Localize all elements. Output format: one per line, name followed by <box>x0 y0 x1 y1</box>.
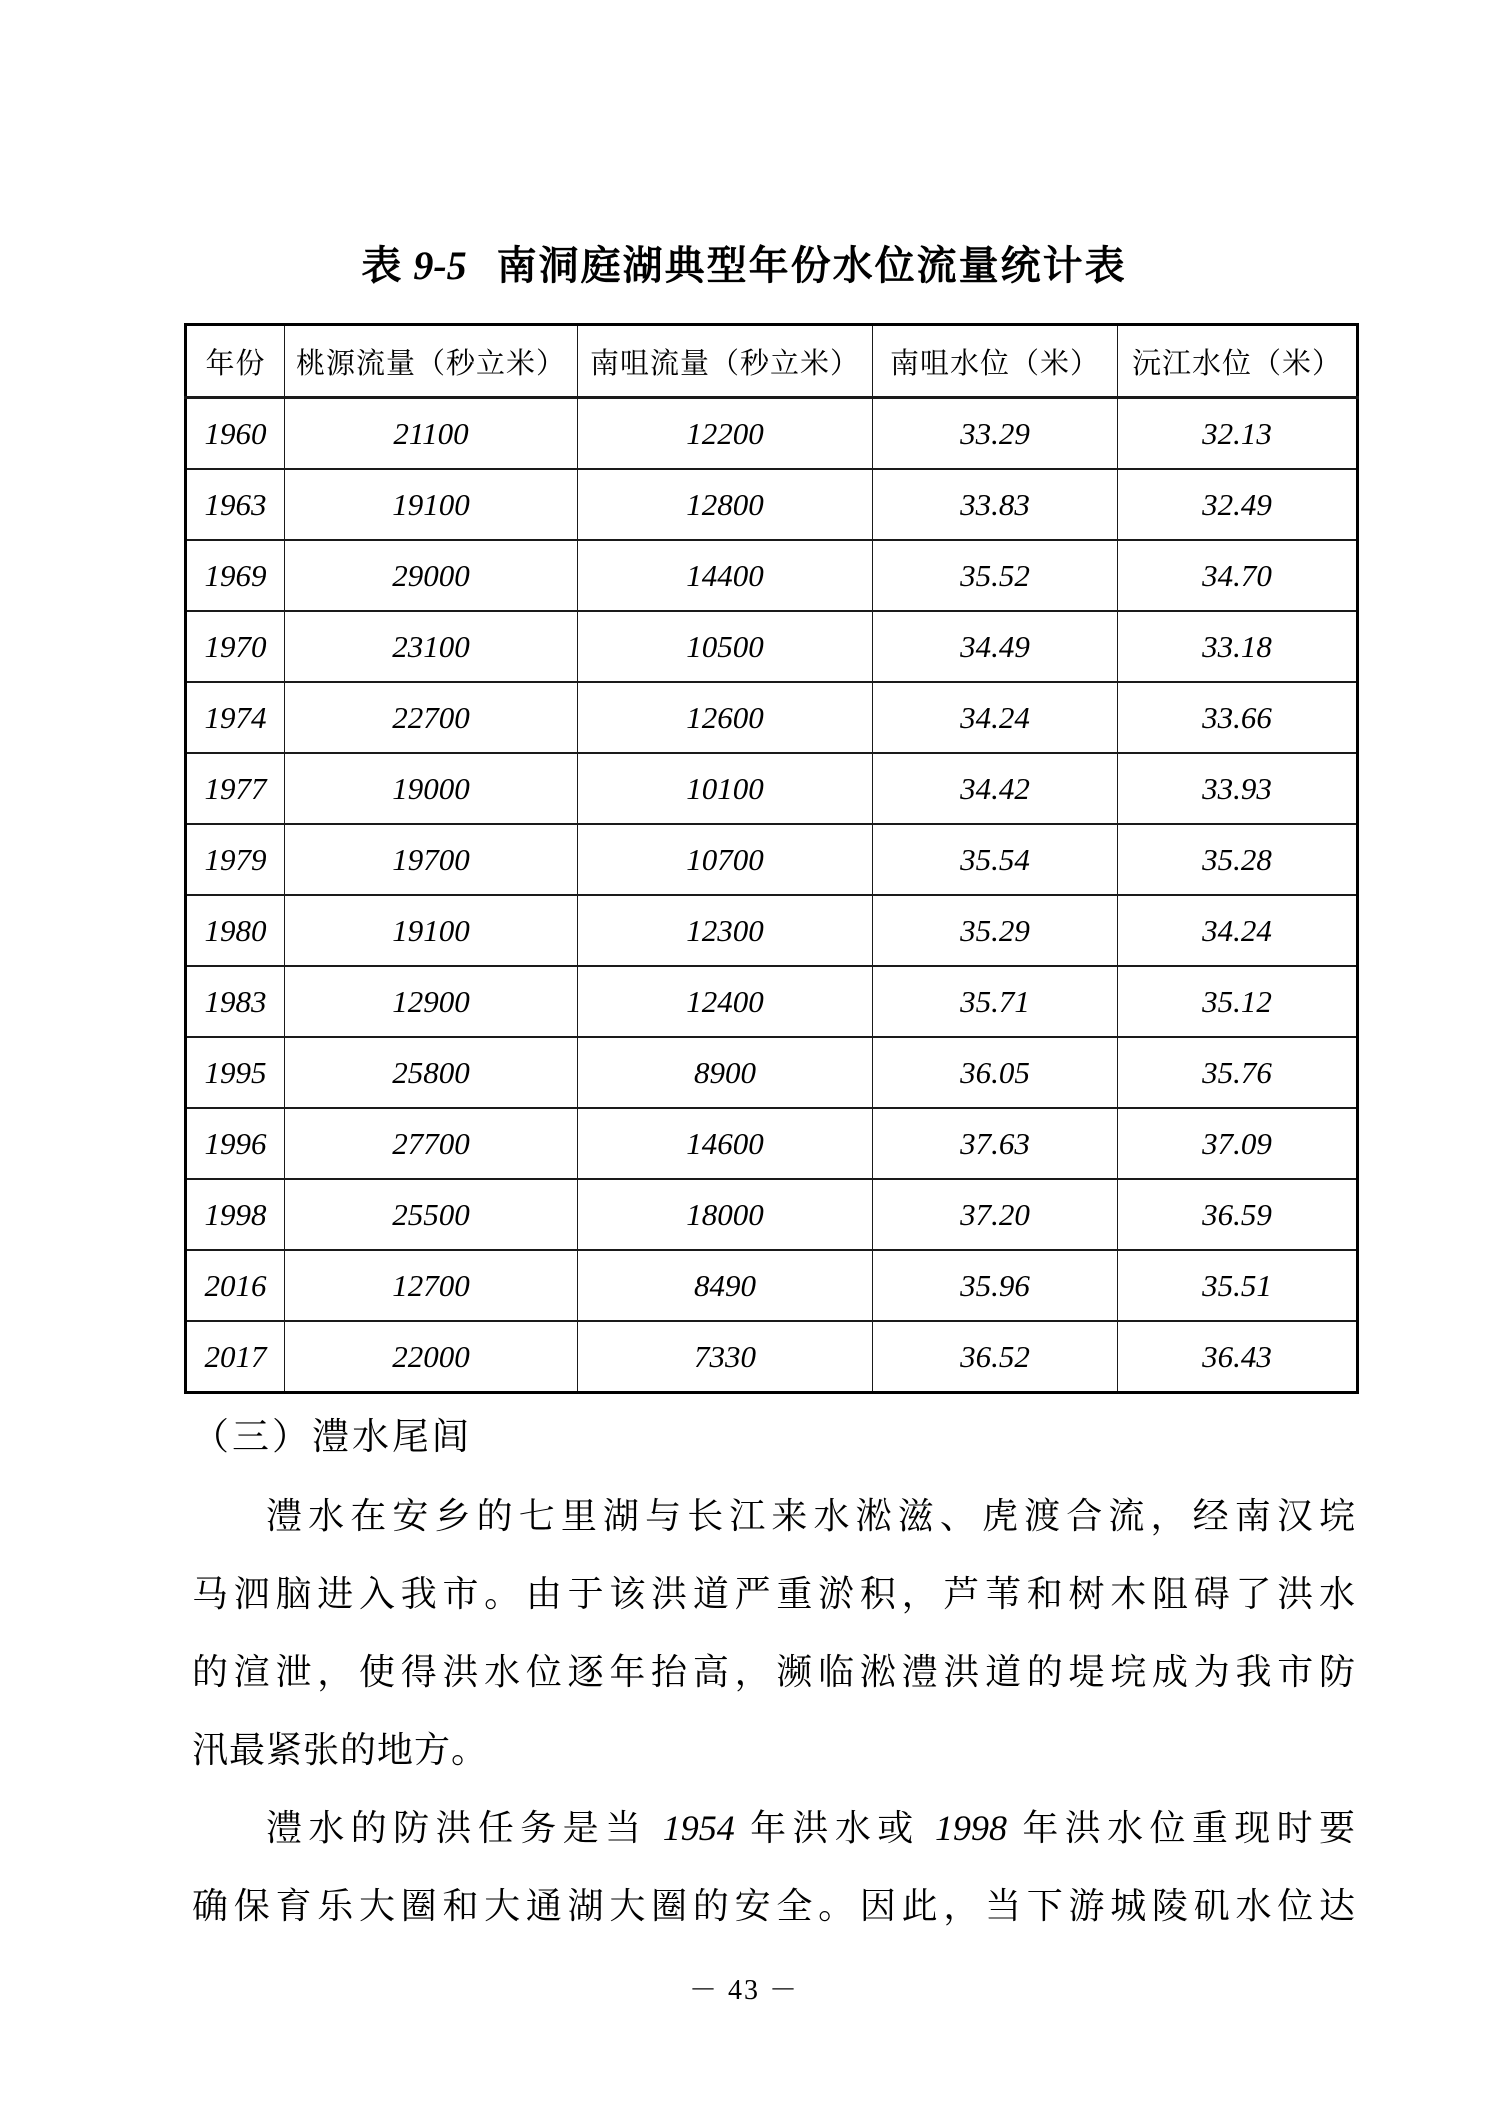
table-cell-nanzui-flow: 10500 <box>578 611 873 682</box>
table-cell-yuanjiang-level: 36.43 <box>1118 1321 1358 1393</box>
table-cell-taoyuan-flow: 12700 <box>285 1250 578 1321</box>
table-cell-nanzui-level: 37.20 <box>873 1179 1118 1250</box>
column-header-year: 年份 <box>186 325 285 398</box>
column-header-nanzui-flow: 南咀流量（秒立米） <box>578 325 873 398</box>
table-cell-taoyuan-flow: 22000 <box>285 1321 578 1393</box>
table-cell-nanzui-flow: 18000 <box>578 1179 873 1250</box>
table-cell-taoyuan-flow: 29000 <box>285 540 578 611</box>
table-cell-yuanjiang-level: 33.66 <box>1118 682 1358 753</box>
table-cell-year: 1970 <box>186 611 285 682</box>
table-cell-nanzui-flow: 12300 <box>578 895 873 966</box>
table-cell-nanzui-flow: 10100 <box>578 753 873 824</box>
table-row <box>186 611 1358 682</box>
table-cell-nanzui-level: 36.52 <box>873 1321 1118 1393</box>
table-cell-yuanjiang-level: 36.59 <box>1118 1179 1358 1250</box>
table-cell-yuanjiang-level: 35.12 <box>1118 966 1358 1037</box>
table-cell-year: 1983 <box>186 966 285 1037</box>
table-cell-taoyuan-flow: 19000 <box>285 753 578 824</box>
table-cell-nanzui-flow: 8900 <box>578 1037 873 1108</box>
table-cell-yuanjiang-level: 33.18 <box>1118 611 1358 682</box>
table-cell-yuanjiang-level: 32.13 <box>1118 398 1358 470</box>
table-cell-year: 1977 <box>186 753 285 824</box>
table-cell-taoyuan-flow: 19100 <box>285 895 578 966</box>
table-row <box>186 1108 1358 1179</box>
table-cell-year: 1969 <box>186 540 285 611</box>
table-row <box>186 1250 1358 1321</box>
table-cell-taoyuan-flow: 19100 <box>285 469 578 540</box>
table-cell-nanzui-flow: 12200 <box>578 398 873 470</box>
table-row <box>186 895 1358 966</box>
p2-year-1998: 1998 <box>934 1808 1007 1848</box>
paragraph1-line3: 的渲泄，使得洪水位逐年抬高，濒临淞澧洪道的堤垸成为我市防 <box>192 1652 1356 1692</box>
paragraph2-line2: 确保育乐大圈和大通湖大圈的安全。因此，当下游城陵矶水位达 <box>192 1886 1356 1926</box>
table-cell-nanzui-flow: 14400 <box>578 540 873 611</box>
table-cell-nanzui-flow: 12800 <box>578 469 873 540</box>
table-cell-taoyuan-flow: 23100 <box>285 611 578 682</box>
table-cell-nanzui-level: 35.96 <box>873 1250 1118 1321</box>
table-cell-taoyuan-flow: 12900 <box>285 966 578 1037</box>
p2-year-1954: 1954 <box>662 1808 735 1848</box>
table-cell-nanzui-level: 35.52 <box>873 540 1118 611</box>
table-cell-year: 1980 <box>186 895 285 966</box>
table-cell-year: 1996 <box>186 1108 285 1179</box>
table-cell-nanzui-level: 34.24 <box>873 682 1118 753</box>
table-cell-nanzui-level: 35.54 <box>873 824 1118 895</box>
table-cell-year: 1960 <box>186 398 285 470</box>
table-cell-yuanjiang-level: 33.93 <box>1118 753 1358 824</box>
table-cell-taoyuan-flow: 22700 <box>285 682 578 753</box>
table-cell-year: 2016 <box>186 1250 285 1321</box>
table-cell-year: 1979 <box>186 824 285 895</box>
table-cell-nanzui-flow: 8490 <box>578 1250 873 1321</box>
table-cell-taoyuan-flow: 25500 <box>285 1179 578 1250</box>
table-cell-nanzui-flow: 12400 <box>578 966 873 1037</box>
table-cell-year: 1974 <box>186 682 285 753</box>
table-cell-nanzui-level: 35.29 <box>873 895 1118 966</box>
table-cell-nanzui-flow: 7330 <box>578 1321 873 1393</box>
water-level-flow-table <box>184 323 1359 1394</box>
body-text <box>192 1399 1356 1945</box>
paragraph1-line4: 汛最紧张的地方。 <box>192 1730 489 1770</box>
page-number: － 43 － <box>688 1975 799 2006</box>
table-cell-yuanjiang-level: 34.70 <box>1118 540 1358 611</box>
page-title <box>0 234 1488 291</box>
table-cell-year: 1998 <box>186 1179 285 1250</box>
column-header-yuanjiang-level: 沅江水位（米） <box>1118 325 1358 398</box>
table-row <box>186 1321 1358 1393</box>
table-cell-nanzui-level: 37.63 <box>873 1108 1118 1179</box>
column-header-taoyuan-flow: 桃源流量（秒立米） <box>285 325 578 398</box>
table-cell-nanzui-level: 34.42 <box>873 753 1118 824</box>
title-text: 南洞庭湖典型年份水位流量统计表 <box>496 243 1127 288</box>
table-cell-taoyuan-flow: 27700 <box>285 1108 578 1179</box>
table-row <box>186 540 1358 611</box>
table-cell-yuanjiang-level: 35.76 <box>1118 1037 1358 1108</box>
table-cell-yuanjiang-level: 35.28 <box>1118 824 1358 895</box>
paragraph1-line1: 澧水在安乡的七里湖与长江来水淞滋、虎渡合流，经南汉垸 <box>266 1496 1356 1536</box>
table-cell-nanzui-level: 34.49 <box>873 611 1118 682</box>
table-cell-yuanjiang-level: 37.09 <box>1118 1108 1358 1179</box>
table-row <box>186 1179 1358 1250</box>
table-header-row <box>186 325 1358 398</box>
paragraph2-line1 <box>192 1789 1356 1867</box>
table-cell-taoyuan-flow: 21100 <box>285 398 578 470</box>
table-row <box>186 824 1358 895</box>
table-cell-taoyuan-flow: 25800 <box>285 1037 578 1108</box>
section-heading: （三）澧水尾闾 <box>192 1417 472 1458</box>
table-row <box>186 753 1358 824</box>
p2-text-segment: 澧水的防洪任务是当 <box>266 1808 663 1848</box>
table-cell-taoyuan-flow: 19700 <box>285 824 578 895</box>
table-row <box>186 469 1358 540</box>
table-cell-nanzui-level: 35.71 <box>873 966 1118 1037</box>
table-row <box>186 398 1358 470</box>
table-cell-yuanjiang-level: 35.51 <box>1118 1250 1358 1321</box>
table-cell-yuanjiang-level: 32.49 <box>1118 469 1358 540</box>
table-cell-nanzui-flow: 10700 <box>578 824 873 895</box>
table-cell-nanzui-flow: 12600 <box>578 682 873 753</box>
p2-text-segment: 年洪水位重现时要 <box>1006 1808 1356 1848</box>
paragraph1-line2: 马泗脑进入我市。由于该洪道严重淤积，芦苇和树木阻碍了洪水 <box>192 1574 1356 1614</box>
table-cell-year: 2017 <box>186 1321 285 1393</box>
title-table-number: 9-5 <box>413 243 467 288</box>
table-cell-nanzui-flow: 14600 <box>578 1108 873 1179</box>
table-cell-nanzui-level: 33.29 <box>873 398 1118 470</box>
table-cell-nanzui-level: 36.05 <box>873 1037 1118 1108</box>
table-cell-yuanjiang-level: 34.24 <box>1118 895 1358 966</box>
table-cell-year: 1963 <box>186 469 285 540</box>
table-row <box>186 682 1358 753</box>
table-cell-nanzui-level: 33.83 <box>873 469 1118 540</box>
table-cell-year: 1995 <box>186 1037 285 1108</box>
column-header-nanzui-level: 南咀水位（米） <box>873 325 1118 398</box>
title-prefix: 表 <box>361 243 404 288</box>
table-row <box>186 966 1358 1037</box>
table-row <box>186 1037 1358 1108</box>
p2-text-segment: 年洪水或 <box>734 1808 935 1848</box>
